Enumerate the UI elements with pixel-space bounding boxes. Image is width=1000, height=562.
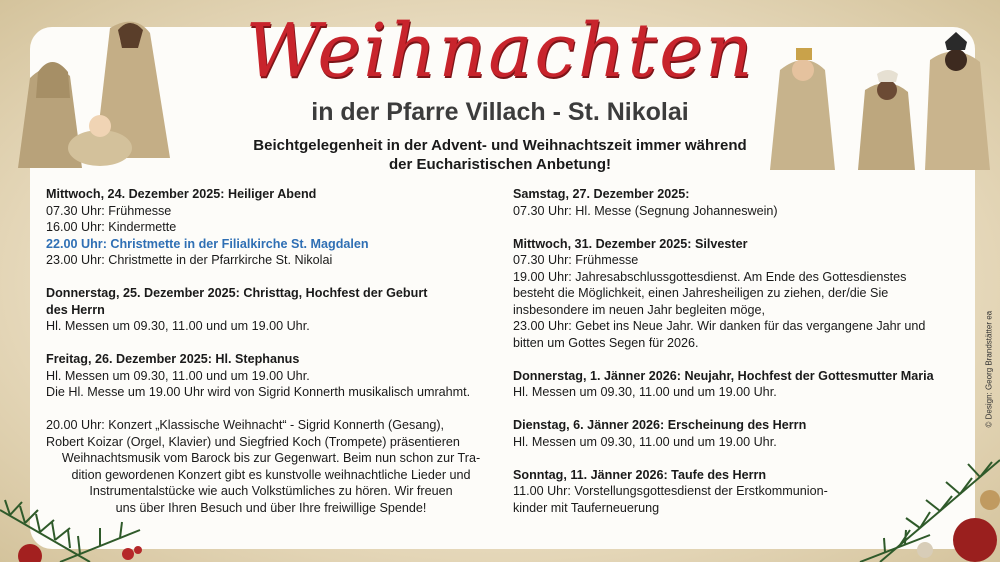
block-heading: Dienstag, 6. Jänner 2026: Erscheinung des Herrn <box>513 418 807 432</box>
schedule-line: insbesondere im neuen Jahr begleiten möge, <box>513 302 766 317</box>
block-heading: Donnerstag, 25. Dezember 2025: Christtag, Hochfest der Geburt <box>46 286 428 300</box>
schedule-block <box>46 186 496 269</box>
schedule-line: Hl. Messen um 09.30, 11.00 und um 19.00 Uhr. <box>46 319 310 333</box>
block-heading: Freitag, 26. Dezember 2025: Hl. Stephanus <box>46 352 300 366</box>
block-heading: Sonntag, 11. Jänner 2026: Taufe des Herrn <box>513 467 767 482</box>
intro-text <box>180 136 820 174</box>
block-heading: Mittwoch, 24. Dezember 2025: Heiliger Abend <box>46 187 317 201</box>
schedule-block <box>513 467 958 517</box>
schedule-line-highlight: 22.00 Uhr: Christmette in der Filialkirche St. Magdalen <box>46 236 369 251</box>
schedule-line: Hl. Messen um 09.30, 11.00 und um 19.00 Uhr. <box>513 385 777 399</box>
schedule-right-column <box>513 186 958 533</box>
schedule-line: Instrumentalstücke wie auch Volkstümliches zu hören. Wir freuen <box>89 484 453 498</box>
block-heading: Donnerstag, 1. Jänner 2026: Neujahr, Hochfest der Gottesmutter Maria <box>513 368 934 383</box>
schedule-block <box>513 417 958 450</box>
schedule-line: 07.30 Uhr: Frühmesse <box>46 203 172 218</box>
schedule-line: Hl. Messen um 09.30, 11.00 und um 19.00 Uhr. <box>46 368 310 383</box>
block-heading: Samstag, 27. Dezember 2025: <box>513 187 690 201</box>
intro-line: der Eucharistischen Anbetung! <box>389 156 611 173</box>
schedule-line: Robert Koizar (Orgel, Klavier) und Siegfried Koch (Trompete) präsentieren <box>46 434 460 449</box>
schedule-line: 07.30 Uhr: Hl. Messe (Segnung Johanneswein) <box>513 203 778 218</box>
schedule-line: 23.00 Uhr: Gebet ins Neue Jahr. Wir danken für das vergangene Jahr und <box>513 319 926 333</box>
schedule-line: besteht die Möglichkeit, einen Jahresheiligen zu ziehen, der/die Sie <box>513 286 889 300</box>
schedule-block <box>46 351 496 401</box>
schedule-line: uns über Ihren Besuch und über Ihre freiwillige Spende! <box>115 500 427 515</box>
intro-line: Beichtgelegenheit in der Advent- und Weihnachtszeit immer während <box>253 137 747 154</box>
schedule-line: 20.00 Uhr: Konzert „Klassische Weihnacht“ - Sigrid Konnerth (Gesang), <box>46 418 445 432</box>
schedule-line: Die Hl. Messe um 19.00 Uhr wird von Sigrid Konnerth musikalisch umrahmt. <box>46 385 471 399</box>
schedule-block <box>513 368 958 401</box>
schedule-line: 11.00 Uhr: Vorstellungsgottesdienst der Erstkommunion- <box>513 484 828 498</box>
schedule-block <box>46 285 496 335</box>
schedule-line: 16.00 Uhr: Kindermette <box>46 220 177 234</box>
schedule-line: dition gewordenen Konzert gibt es kunstvolle weihnachtliche Lieder und <box>71 467 471 482</box>
block-heading: des Herrn <box>46 302 105 317</box>
page-title: Weihnachten <box>245 8 755 94</box>
concert-block <box>46 417 496 516</box>
schedule-line: bitten um Gottes Segen für 2026. <box>513 335 699 350</box>
design-credit <box>982 300 996 430</box>
page-subtitle: in der Pfarre Villach - St. Nikolai <box>311 98 689 126</box>
schedule-line: Hl. Messen um 09.30, 11.00 und um 19.00 Uhr. <box>513 434 777 449</box>
schedule-block <box>513 236 958 352</box>
schedule-line: Weihnachtsmusik vom Barock bis zur Gegenwart. Beim nun schon zur Tra- <box>61 451 481 465</box>
schedule-line: 23.00 Uhr: Christmette in der Pfarrkirche St. Nikolai <box>46 253 333 267</box>
schedule-line: 07.30 Uhr: Frühmesse <box>513 253 639 267</box>
schedule-line: kinder mit Tauferneuerung <box>513 500 660 515</box>
credit-text: © Design: Georg Brandstätter ea <box>984 310 994 428</box>
schedule-left-column <box>46 186 496 533</box>
block-heading: Mittwoch, 31. Dezember 2025: Silvester <box>513 236 748 251</box>
schedule-line: 19.00 Uhr: Jahresabschlussgottesdienst. Am Ende des Gottesdienstes <box>513 269 907 284</box>
schedule-block <box>513 186 958 219</box>
